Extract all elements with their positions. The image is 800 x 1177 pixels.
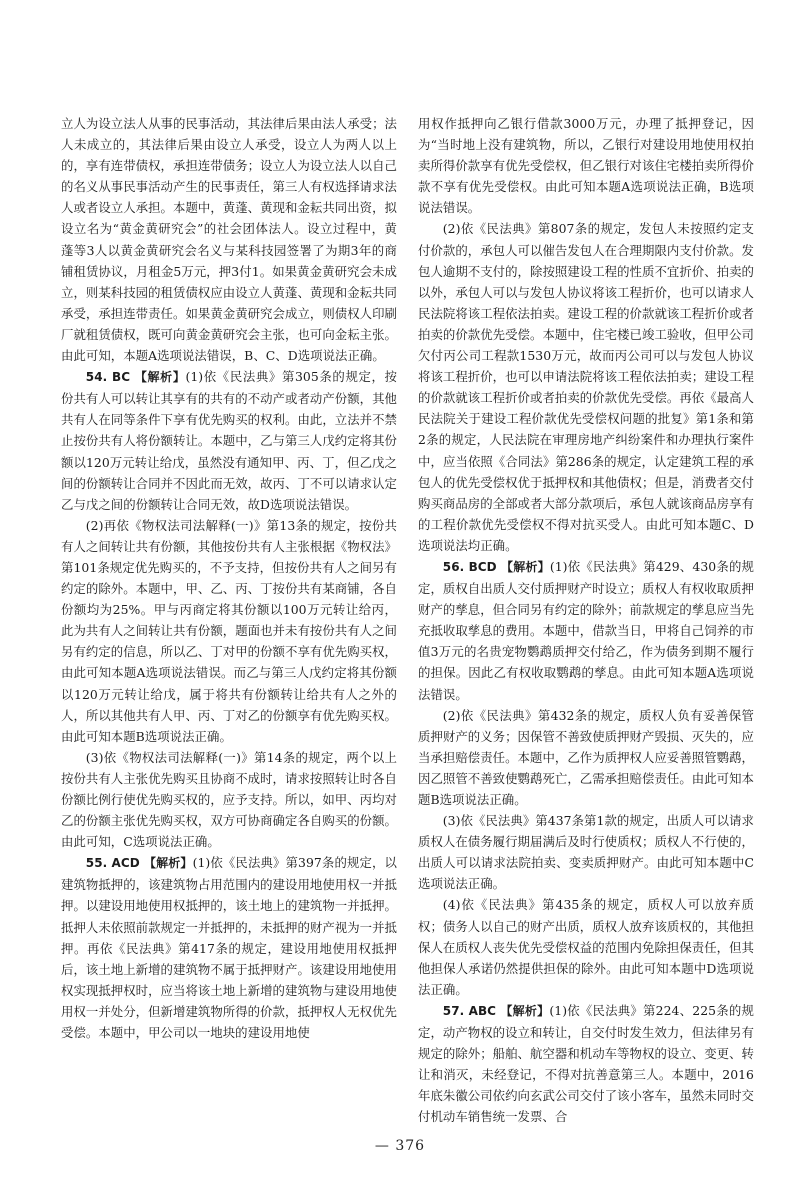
paragraph: 用权作抵押向乙银行借款3000万元，办理了抵押登记，因为“当时地上没有建筑物，所以，乙银行对建设用地使用权拍卖所得价款享有优先受偿权，但乙银行对该住宅楼拍卖所得价款不享有优先受偿权。由此可知本题A选项说法正确，B选项说法错误。 (418, 116, 754, 216)
paragraph: (3)依《物权法司法解释(一)》第14条的规定，两个以上按份共有人主张优先购买且协商不成时，请求按照转让时各自份额比例行使优先购买权的，应予支持。所以，如甲、丙均对乙的份额主张优先购买权，双方可协商确定各自购买的份额。由此可知，C选项说法正确。 (61, 749, 397, 850)
paragraph: (4)依《民法典》第435条的规定，质权人可以放弃质权；债务人以自己的财产出质，质权人放弃该质权的，其他担保人在质权人丧失优先受偿权益的范围内免除担保责任，但其他担保人承诺仍然提供担保的除外。由此可知本题中D选项说法正确。 (418, 897, 754, 997)
answer-56-tag: 56. BCD 【解析】 (442, 559, 550, 574)
left-column (61, 113, 397, 1043)
answer-57-paragraph (418, 1000, 754, 1128)
answer-54-text: (1)依《民法典》第305条的规定，按份共有人可以转让其享有的共有的不动产或者动产份额，其他共有人在同等条件下享有优先购买的权利。由此，立法并不禁止按份共有人将份额转让。本题中，乙与第三人戊约定将其份额以120万元转让给戊，虽然没有通知甲、丙、丁，但乙戊之间的份额转让合同并不因此而无效，故丙、丁不可以请求认定乙与戊之间的份额转让合同无效，故D选项说法错误。 (61, 369, 397, 512)
answer-57-text: (1)依《民法典》第224、225条的规定，动产物权的设立和转让，自交付时发生效力，但法律另有规定的除外；船舶、航空器和机动车等物权的设立、变更、转让和消灭，未经登记，不得对抗善意第三人。本题中，2016年底朱徽公司依约向玄武公司交付了该小客车，虽然未同时交付机动车销售统一发票、合 (418, 1002, 754, 1125)
answer-56-text: (1)依《民法典》第429、430条的规定，质权自出质人交付质押财产时设立；质权人有权收取质押财产的孳息，但合同另有约定的除外；前款规定的孳息应当先充抵收取孳息的费用。本题中，借款当日，甲将自己饲养的市值3万元的名贵宠物鹦鹉质押交付给乙，作为债务到期不履行的担保。因此乙有权收取鹦鹉的孳息。由此可知本题A选项说法错误。 (418, 558, 754, 702)
paragraph: (2)依《民法典》第432条的规定，质权人负有妥善保管质押财产的义务；因保管不善致使质押财产毁损、灭失的，应当承担赔偿责任。本题中，乙作为质押权人应妥善照管鹦鹉，因乙照管不善致使鹦鹉死亡，乙需承担赔偿责任。由此可知本题B选项说法正确。 (418, 707, 754, 807)
paragraph: 立人为设立法人从事的民事活动，其法律后果由法人承受；法人未成立的，其法律后果由设立人承受，设立人为两人以上的，享有连带债权，承担连带债务；设立人为设立法人以自己的名义从事民事活动产生的民事责任，第三人有权选择请求法人或者设立人承担。本题中，黄蓬、黄现和金耘共同出资，拟设立名为“黄金黄研究会”的社会团体法人。设立过程中，黄蓬等3人以黄金黄研究会名义与某科技园签署了为期3年的商铺租赁协议，月租金5万元，押3付1。如果黄金黄研究会未成立，则某科技园的租赁债权应由设立人黄蓬、黄现和金耘共同承受，承担连带责任。如果黄金黄研究会成立，则债权人印刷厂就租赁债权，既可向黄金黄研究会主张，也可向金耘主张。由此可知，本题A选项说法错误，B、C、D选项说法正确。 (61, 116, 397, 364)
right-column (418, 113, 754, 1128)
answer-54-tag: 54. BC 【解析】 (85, 370, 186, 385)
answer-54-paragraph (61, 366, 397, 515)
paragraph: (3)依《民法典》第437条第1款的规定，出质人可以请求质权人在债务履行期届满后及时行使质权；质权人不行使的，出质人可以请求法院拍卖、变卖质押财产。由此可知本题中C选项说法正确。 (418, 813, 754, 892)
answer-57-tag: 57. ABC 【解析】 (442, 1003, 550, 1018)
answer-55-tag: 55. ACD 【解析】 (85, 856, 193, 871)
page-number: — 376 (374, 1138, 426, 1154)
paragraph: (2)依《民法典》第807条的规定，发包人未按照约定支付价款的，承包人可以催告发包人在合理期限内支付价款。发包人逾期不支付的，除按照建设工程的性质不宜折价、拍卖的以外，承包人可以与发包人协议将该工程折价，也可以请求人民法院将该工程依法拍卖。建设工程的价款就该工程折价或者拍卖的价款优先受偿。本题中，住宅楼已竣工验收，但甲公司欠付丙公司工程款1530万元，故而丙公司可以与发包人协议将该工程折价，也可以申请法院将该工程依法拍卖；建设工程的价款就该工程折价或者拍卖的价款优先受偿。再依《最高人民法院关于建设工程价款优先受偿权问题的批复》第1条和第2条的规定，人民法院在审理房地产纠纷案件和办理执行案件中，应当依照《合同法》第286条的规定，认定建筑工程的承包人的优先受偿权优于抵押权和其他债权；但是，消费者交付购买商品房的全部或者大部分款项后，承包人就该商品房享有的工程价款优先受偿权不得对抗买受人。由此可知本题C、D选项说法均正确。 (418, 221, 754, 553)
paragraph: (2)再依《物权法司法解释(一)》第13条的规定，按份共有人之间转让共有份额，其他按份共有人主张根据《物权法》第101条规定优先购买的，不予支持，但按份共有人之间另有约定的除外。本题中，甲、乙、丙、丁按份共有某商铺，各自份额均为25%。甲与丙商定将其份额以100万元转让给丙，此为共有人之间转让共有份额，题面也并未有按份共有人之间另有约定的信息，所以乙、丁对甲的份额不享有优先购买权，由此可知本题A选项说法错误。而乙与第三人戊约定将其份额以120万元转让给戊，属于将共有份额转让给共有人之外的人，所以其他共有人甲、丙、丁对乙的份额享有优先购买权。由此可知本题B选项说法正确。 (61, 517, 397, 744)
answer-55-paragraph (61, 852, 397, 1043)
answer-55-text: (1)依《民法典》第397条的规定，以建筑物抵押的，该建筑物占用范围内的建设用地使用权一并抵押。以建设用地使用权抵押的，该土地上的建筑物一并抵押。抵押人未依照前款规定一并抵押的，未抵押的财产视为一并抵押。再依《民法典》第417条的规定，建设用地使用权抵押后，该土地上新增的建筑物不属于抵押财产。该建设用地使用权实现抵押权时，应当将该土地上新增的建筑物与建设用地使用权一并处分，但新增建筑物所得的价款，抵押权人无权优先受偿。本题中，甲公司以一地块的建设用地使 (61, 855, 397, 1041)
answer-56-paragraph (418, 556, 754, 705)
